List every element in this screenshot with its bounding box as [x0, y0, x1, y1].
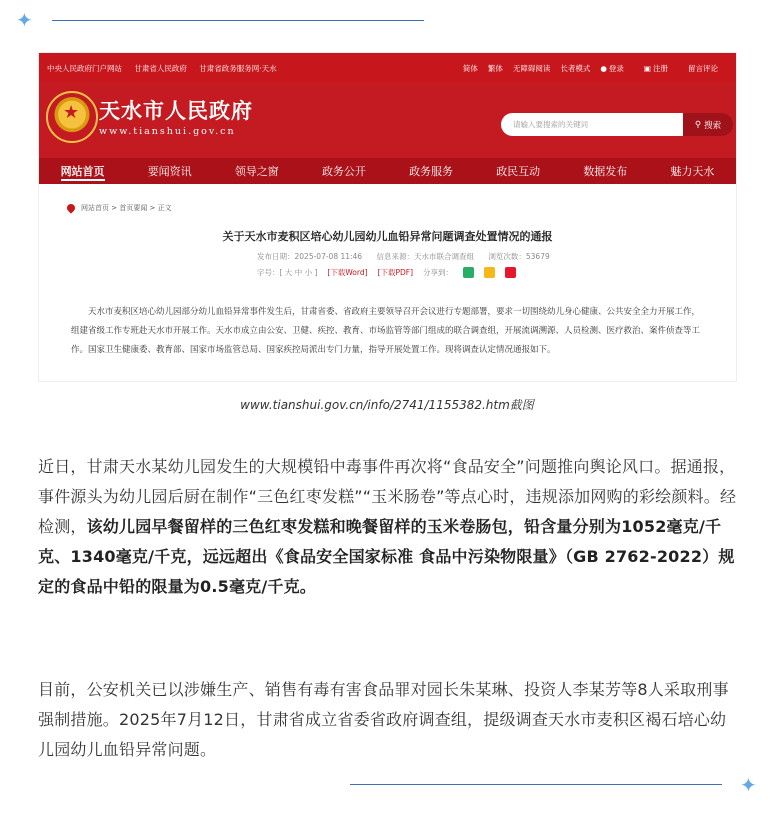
register-link[interactable]: ▣ 注册 — [643, 63, 668, 73]
nav-item-leaders[interactable]: 领导之窗 — [234, 165, 279, 178]
nav-item-interaction[interactable]: 政民互动 — [496, 165, 541, 178]
paragraph-bold-text: 该幼儿园早餐留样的三色红枣发糕和晚餐留样的玉米卷肠包，铅含量分别为1052毫克/千克、1340毫克/千克，远远超出《食品安全国家标准 食品中污染物限量》（GB 2762-2022）规定的食品中铅的限量为0.5毫克/千克。 — [38, 517, 735, 596]
article-tools — [257, 267, 526, 278]
site-url: www.tianshui.gov.cn — [99, 126, 236, 137]
website-screenshot — [38, 52, 737, 382]
view-count: 浏览次数：53679 — [488, 252, 550, 261]
screenshot-caption: www.tianshui.gov.cn/info/2741/1155382.htm截图 — [240, 398, 534, 412]
register-icon: ▣ — [643, 63, 651, 73]
body-paragraph-2: 目前，公安机关已以涉嫌生产、销售有毒有害食品罪对园长朱某琳、投资人李某芳等8人采取刑事强制措施。2025年7月12日，甘肃省成立省委省政府调查组，提级调查天水市麦积区褐石培心幼儿园幼儿血铅异常问题。 — [38, 680, 729, 759]
comment-link[interactable]: 留言评论 — [688, 63, 718, 73]
nav-item-services[interactable]: 政务服务 — [409, 165, 454, 178]
qzone-icon[interactable] — [484, 267, 495, 278]
nav-item-news[interactable]: 要闻资讯 — [147, 165, 192, 178]
site-banner — [39, 83, 736, 158]
nav-item-gov-affairs[interactable]: 政务公开 — [321, 165, 366, 178]
paragraph-text: 近日，甘肃天水某幼儿园发生的大规模铅中毒事件再次将“食品安全”问题推向舆论风口。据通报，事件源头为幼儿园后厨在制作“三色红枣发糕”“玉米肠卷”等点心时，违规添加网购的彩绘颜料。经检测， — [38, 457, 737, 536]
traditional-link[interactable]: 繁体 — [487, 63, 503, 73]
wechat-icon[interactable] — [463, 267, 474, 278]
accessibility-link[interactable]: 无障碍阅读 — [512, 63, 551, 73]
bottom-divider — [350, 784, 722, 785]
publish-date: 发布日期：2025-07-08 11:46 — [257, 252, 363, 261]
weibo-icon[interactable] — [505, 267, 516, 278]
share-label: 分享到： — [423, 268, 453, 277]
search-icon: ⚲ — [694, 119, 702, 130]
sparkle-icon: ✦ — [16, 8, 33, 32]
font-size-control[interactable]: 字号：[ 大 中 小 ] — [257, 268, 318, 277]
download-word-link[interactable]: [下载Word] — [327, 268, 368, 277]
top-link[interactable]: 甘肃省政务服务网·天水 — [199, 63, 277, 73]
sparkle-icon: ✦ — [740, 773, 757, 797]
search-button[interactable]: ⚲ 搜索 — [683, 113, 733, 136]
breadcrumb: 网站首页 > 首页要闻 > 正文 — [67, 203, 172, 213]
body-paragraph-1 — [38, 452, 738, 602]
article-title: 关于天水市麦积区培心幼儿园幼儿血铅异常问题调查处置情况的通报 — [222, 230, 553, 243]
national-emblem-icon — [46, 91, 98, 143]
top-link[interactable]: 甘肃省人民政府 — [134, 63, 187, 73]
simplified-link[interactable]: 简体 — [462, 63, 478, 73]
top-bar — [39, 53, 736, 83]
site-title[interactable]: 天水市人民政府 — [99, 98, 253, 123]
nav-item-charm[interactable]: 魅力天水 — [670, 165, 715, 178]
top-divider — [52, 20, 424, 21]
article-meta — [257, 251, 562, 262]
main-nav — [39, 158, 736, 184]
search-input[interactable]: 请输入要搜索的关键词 — [501, 113, 683, 136]
info-source: 信息来源：天水市联合调查组 — [376, 252, 474, 261]
user-icon: ● — [600, 63, 607, 73]
download-pdf-link[interactable]: [下载PDF] — [377, 268, 413, 277]
top-link[interactable]: 中央人民政府门户网站 — [47, 63, 122, 73]
nav-item-data[interactable]: 数据发布 — [583, 165, 628, 178]
elder-mode-link[interactable]: 长者模式 — [560, 63, 591, 73]
location-pin-icon — [65, 202, 76, 213]
article-body: 天水市麦积区培心幼儿园部分幼儿血铅异常事件发生后，甘肃省委、省政府主要领导召开会议进行专题部署，要求一切围绕幼儿身心健康、公共安全全力开展工作，组建省级工作专班赴天水市开展工作。天水市成立由公安、卫健、疾控、教育、市场监管等部门组成的联合调查组，开展流调溯源、人员检测、医疗救治、案件侦查等工作。国家卫生健康委、教育部、国家市场监管总局、国家疾控局派出专门力量，指导开展处置工作。现将调查认定情况通报如下。 — [71, 307, 701, 355]
login-link[interactable]: ● 登录 — [600, 63, 624, 73]
nav-item-home[interactable]: 网站首页 — [39, 163, 126, 179]
